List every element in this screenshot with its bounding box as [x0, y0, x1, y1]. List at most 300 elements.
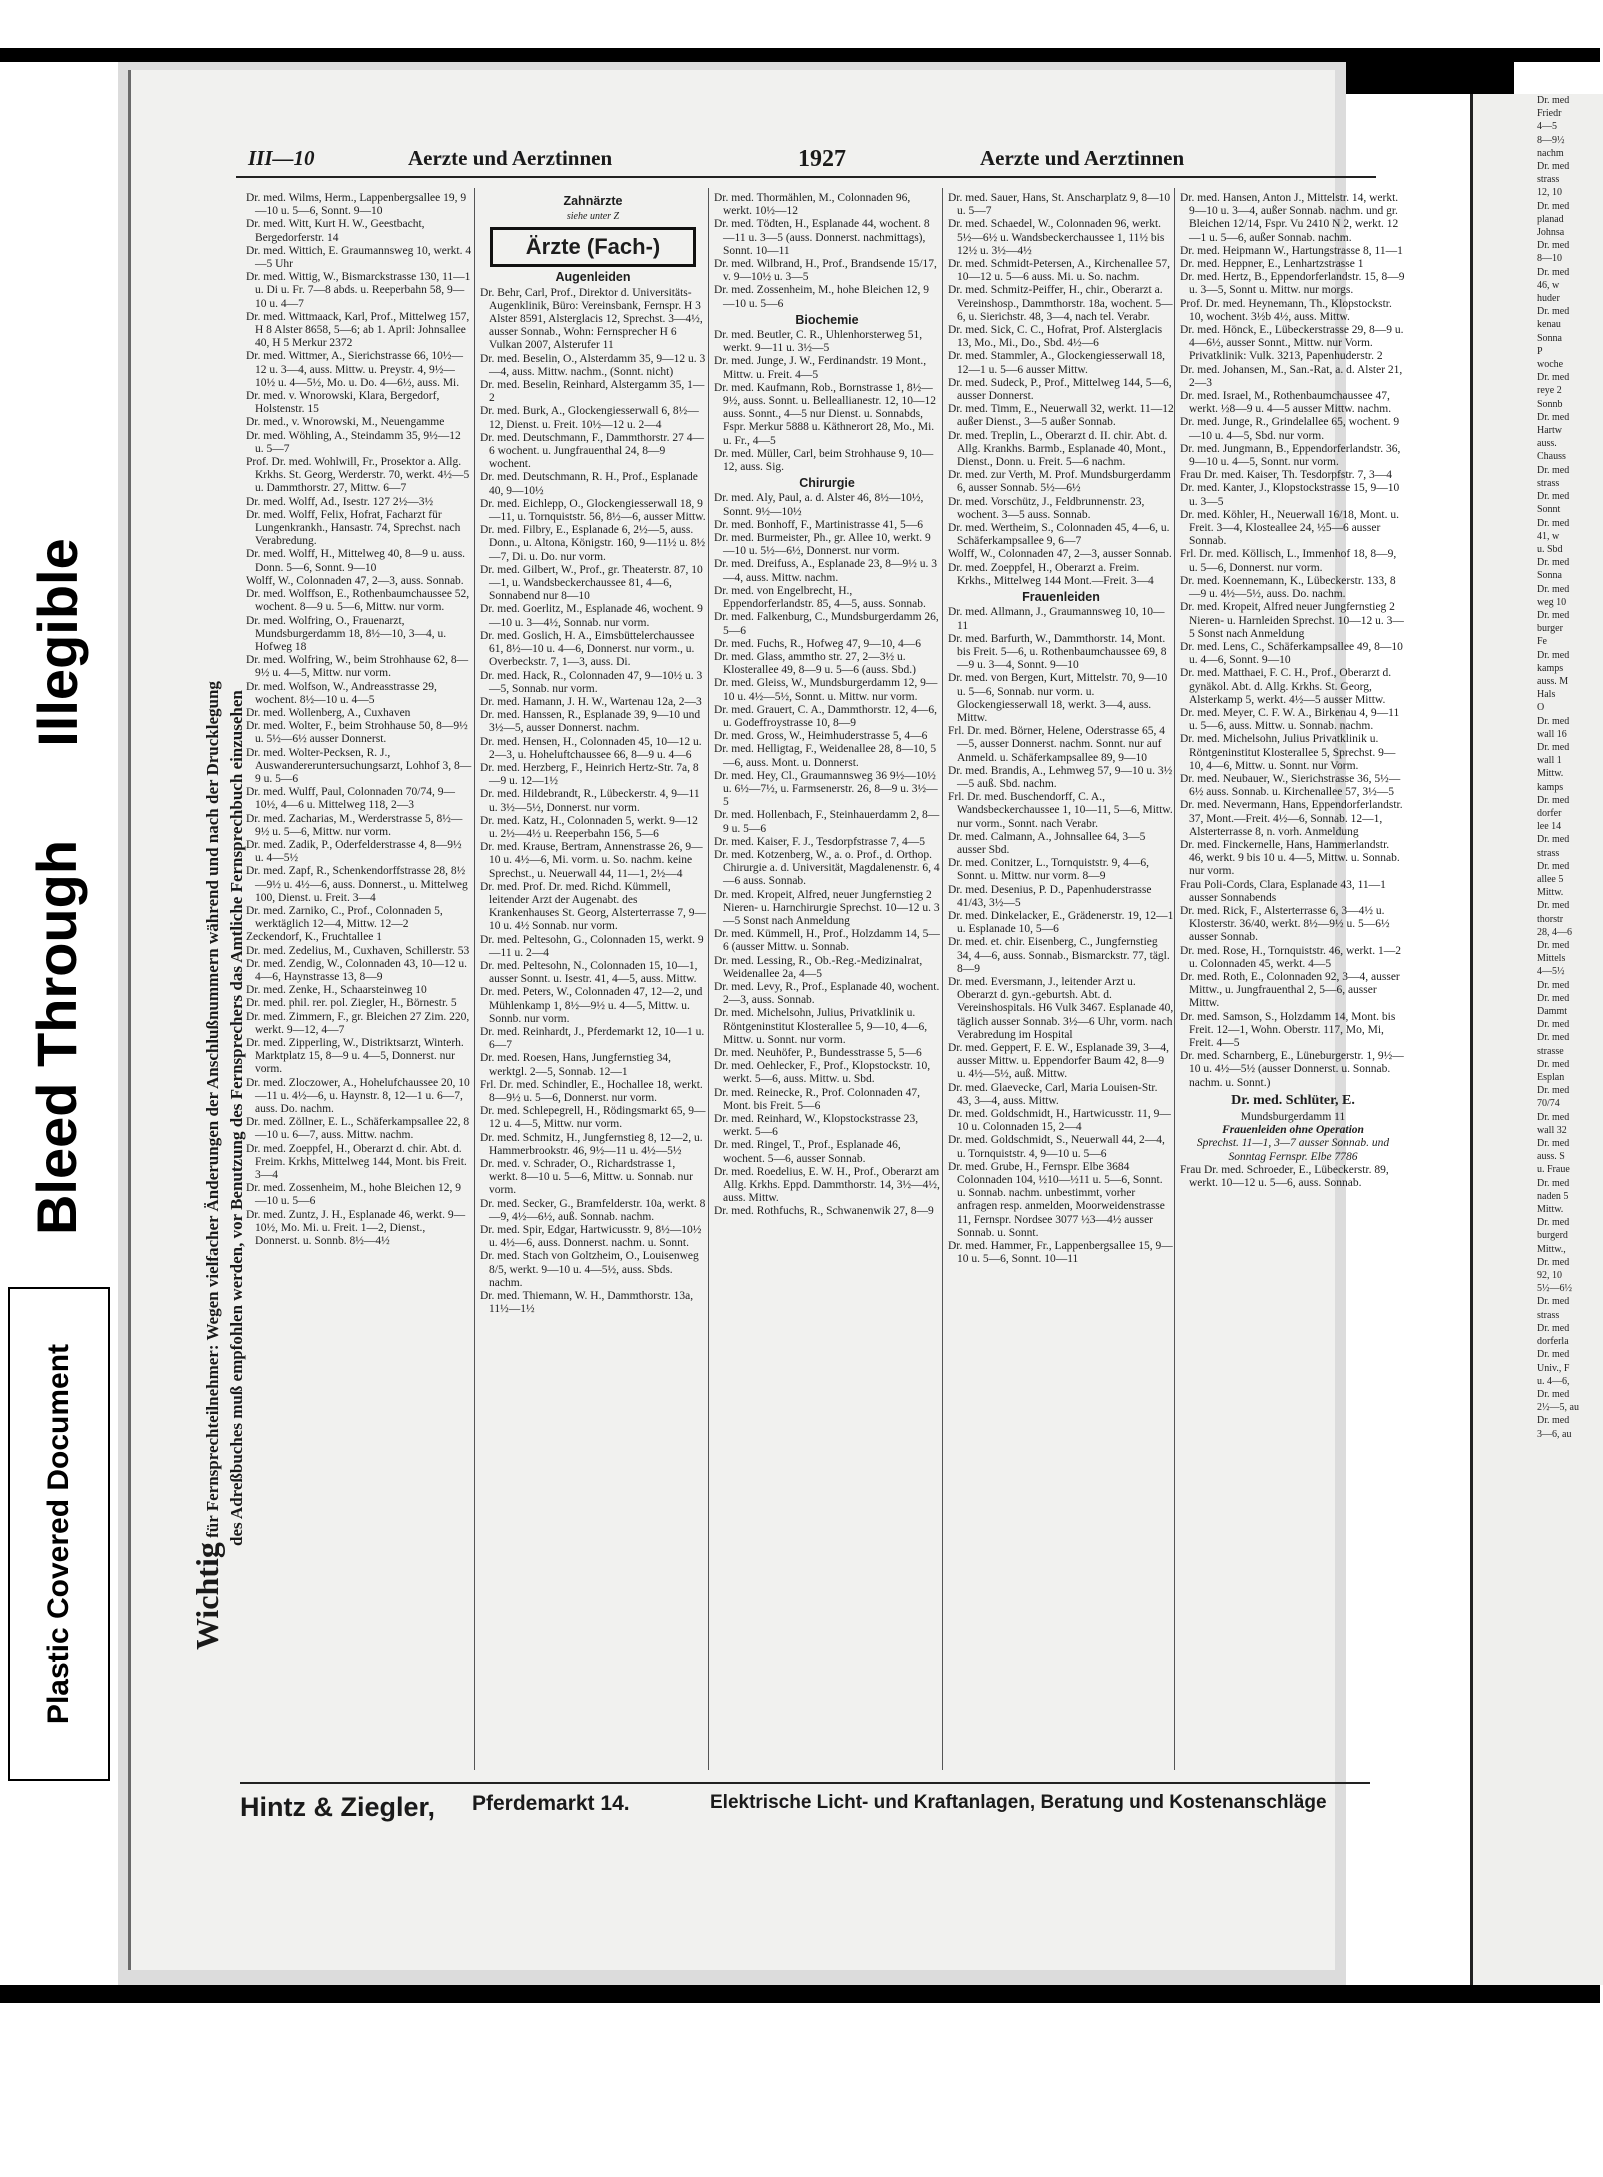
- fragment-line: Dr. med: [1537, 715, 1570, 727]
- directory-entry: Dr. med. Desenius, P. D., Papenhuderstrasse 41/43, 3½—5: [948, 883, 1152, 909]
- footer-firm-name: Hintz & Ziegler,: [240, 1792, 436, 1822]
- directory-entry: Frl. Dr. med. Schindler, E., Hochallee 18, werkt. 8—9½ u. 5—6, Donnerst. nur vorm.: [480, 1078, 703, 1104]
- directory-entry: Dr. med. Hönck, E., Lübeckerstrasse 29, 8—9 u. 4—6½, ausser Sonnt., Mittw. nur Vorm. Privatklinik: Vulk. 3213, Papenhuderstr. 2: [1180, 324, 1404, 363]
- fragment-line: Dr. med: [1537, 200, 1570, 212]
- directory-entry: Dr. med. Secker, G., Bramfelderstr. 10a, werkt. 8—9, 4½—6½, auß. Sonnab. nachm.: [480, 1197, 706, 1223]
- directory-entry: Dr. med. Sick, C. C., Hofrat, Prof. Alsterglacis 13, Mo., Mi., Do., Sbd. 4½—6: [948, 324, 1163, 350]
- entry-list: [714, 329, 940, 474]
- directory-entry: Dr. med. Zossenheim, M., hohe Bleichen 12, 9—10 u. 5—6: [246, 1182, 461, 1208]
- directory-entry: Dr. med. Zedelius, M., Cuxhaven, Schillerstr. 53: [246, 944, 470, 957]
- fragment-line: auss.: [1537, 438, 1557, 450]
- directory-entry: Dr. med. Lessing, R., Ob.-Reg.-Medizinalrat, Weidenallee 2a, 4—5: [714, 954, 923, 980]
- fragment-line: Dr. med: [1537, 1019, 1570, 1031]
- fragment-line: strass: [1537, 477, 1560, 489]
- column-2: [480, 192, 706, 1770]
- directory-entry: Dr. med. Wolfring, W., beim Strohhause 62, 8—9½ u. 4—5, Mittw. nur vorm.: [246, 654, 469, 680]
- fragment-line: wall 32: [1537, 1124, 1567, 1136]
- directory-entry: Wolff, W., Colonnaden 47, 2—3, ausser Sonnab.: [948, 548, 1172, 561]
- directory-entry: Dr. med. Zapf, R., Schenkendorffstrasse 28, 8½—9½ u. 4½—6, auss. Donnerst., u. Mittelweg 100, Dienst. u. Freit. 3—4: [246, 865, 468, 904]
- fragment-line: 4—5: [1537, 121, 1557, 133]
- fragment-line: Mittw.: [1537, 1204, 1564, 1216]
- header-year: 1927: [798, 146, 846, 172]
- directory-entry: Dr. med. Wittig, W., Bismarckstrasse 130, 11—1 u. Di u. Fr. 7—8 abds. u. Reeperbahn 58, 9—10 u. 4—7: [246, 271, 471, 310]
- fragment-line: Fe: [1537, 636, 1547, 648]
- fragment-line: Dr. med: [1537, 1058, 1570, 1070]
- fragment-line: Sonnt: [1537, 504, 1561, 516]
- fragment-line: Sonna: [1537, 332, 1562, 344]
- directory-entry: Dr. med. Wilbrand, H., Prof., Brandsende 15/17, v. 9—10½ u. 3—5: [714, 258, 937, 284]
- directory-entry: Dr. med. Thormählen, M., Colonnaden 96, werkt. 10½—12: [714, 192, 911, 218]
- directory-entry: Frau Dr. med. Schroeder, E., Lübeckerstr. 89, werkt. 10—12 u. 5—6, auss. Sonnab.: [1180, 1163, 1389, 1190]
- fragment-line: Dr. med: [1537, 266, 1570, 278]
- fragment-line: 92, 10: [1537, 1270, 1562, 1282]
- fragment-line: 3—6, au: [1537, 1428, 1572, 1440]
- directory-entry: Dr. med. Hammer, Fr., Lappenbergsallee 15, 9—10 u. 5—6, Sonnt. 10—11: [948, 1240, 1173, 1266]
- directory-entry: Dr. med. Beselin, Reinhard, Alstergamm 35, 1—2: [480, 379, 705, 405]
- fragment-line: Hals: [1537, 689, 1556, 701]
- directory-entry: Frau Dr. med. Kaiser, Th. Tesdorpfstr. 7, 3—4: [1180, 469, 1392, 482]
- directory-entry: Dr. med. Müller, Carl, beim Strohhause 9, 10—12, auss. Sig.: [714, 447, 934, 474]
- directory-entry: Dr. med. Samson, S., Holzdamm 14, Mont. bis Freit. 12—1, Wohn. Oberstr. 117, Mo, Mi, Freit. 4—5: [1180, 1010, 1396, 1049]
- fragment-line: Dr. med: [1537, 1138, 1570, 1150]
- fragment-line: Sonna: [1537, 570, 1562, 582]
- directory-entry: Dr. med. Eversmann, J., leitender Arzt u. Oberarzt d. gyn.-geburtsh. Abt. d. Vereinshospitals. H6 Vulk 3467. Esplanade 40, täglich ausser Sonnab. 3½—6 Uhr, vorm. nach Verabredung im Hospital: [948, 975, 1174, 1041]
- directory-entry: Dr. med. Gross, W., Heimhuderstrasse 5, 4—6: [714, 730, 928, 743]
- fragment-line: 2½—5, au: [1537, 1402, 1579, 1414]
- directory-entry: Dr. med. Junge, R., Grindelallee 65, wochent. 9—10 u. 4—5, Sbd. nur vorm.: [1180, 416, 1400, 442]
- fragment-line: Dr. med: [1537, 992, 1570, 1004]
- directory-entry: Dr. med. Burk, A., Glockengiesserwall 6, 8½—12, Dienst. u. Freit. 10½—12 u. 2—4: [480, 405, 699, 431]
- directory-entry: Dr. med. Wolff, Felix, Hofrat, Facharzt für Lungenkrankh., Hansastr. 74, Sprechst. nach Verabredung.: [246, 508, 461, 548]
- featured-doctor-address: Mundsburgerdamm 11: [1240, 1111, 1346, 1124]
- directory-entry: Dr. med. Rose, H., Tornquiststr. 46, werkt. 1—2 u. Colonnaden 45, werkt. 4—5: [1180, 944, 1401, 970]
- directory-entry: Dr. med. Peters, W., Colonnaden 47, 12—2, und Mühlenkamp 1, 8½—9½ u. 4—5, Mittw. u. Sonnb. nur vorm.: [480, 986, 703, 1025]
- directory-entry: Dr. med. Deutschmann, R. H., Prof., Esplanade 40, 9—10½: [480, 471, 698, 497]
- directory-entry: Dr. med. Rothfuchs, R., Schwanenwik 27, 8—9: [714, 1205, 934, 1218]
- directory-entry: Dr. med. Grube, H., Fernspr. Elbe 3684 Colonnaden 104, ½10—½11 u. 5—6, Sonnt. u. Sonnab. nachm. unbestimmt, vorher anfragen resp. anmelden, Moorweidenstrasse 11, Fernspr. Nordsee 3077 ½3—4½ ausser Sonnab. u. Sonnt.: [948, 1160, 1165, 1239]
- fragment-line: auss. S: [1537, 1151, 1565, 1163]
- fragment-line: 46, w: [1537, 279, 1560, 291]
- directory-entry: Dr. med. Goldschmidt, S., Neuerwall 44, 2—4, u. Tornquiststr. 4, 9—10 u. 5—6: [948, 1134, 1165, 1160]
- directory-entry: Dr. med. Timm, E., Neuerwall 32, werkt. 11—12 außer Dienst., 3—5 außer Sonnab.: [948, 403, 1174, 429]
- directory-entry: Dr. med. Grauert, C. A., Dammthorstr. 12, 4—6, u. Godeffroystrasse 10, 8—9: [714, 703, 937, 729]
- directory-entry: Dr. med. Hildebrandt, R., Lübeckerstr. 4, 9—11 u. 3½—5½, Donnerst. nur vorm.: [480, 788, 700, 814]
- entry-list: [714, 192, 940, 311]
- directory-entry: Dr. med. Sudeck, P., Prof., Mittelweg 144, 5—6, ausser Donnerst.: [948, 376, 1172, 403]
- directory-entry: Dr. med. Junge, J. W., Ferdinandstr. 19 Mont., Mittw. u. Freit. 4—5: [714, 355, 927, 381]
- directory-entry: Dr. med. Prof. Dr. med. Richd. Kümmell, leitender Arzt der Augenabt. des Krankenhauses St. Georg, Alsterterrasse 7, 9—10 u. 4½ Sonnab. nur vorm.: [480, 880, 706, 933]
- fragment-line: woche: [1537, 359, 1564, 371]
- illegible-label-text: Illegible: [25, 537, 89, 747]
- directory-entry: Dr. med. Spir, Edgar, Hartwicusstr. 9, 8½—10½ u. 4½—6, auss. Donnerst. nachm. u. Sonnt.: [480, 1224, 702, 1250]
- fragment-line: Dr. med: [1537, 1296, 1570, 1308]
- directory-entry: Dr. med. Matthaei, F. C. H., Prof., Oberarzt d. gynäkol. Abt. d. Allg. Krkhs. St. Georg, Alsterkamp 5, werkt. 4½—5 ausser Mittw.: [1180, 667, 1392, 706]
- directory-entry: Dr. med. Wertheim, S., Colonnaden 45, 4—6, u. Schäferkampsallee 9, 6—7: [948, 522, 1170, 548]
- featured-doctor-hours: Sprechst. 11—1, 3—7 ausser Sonnab. und Sonntag Fernspr. Elbe 7786: [1196, 1137, 1390, 1163]
- directory-entry: Dr. med. Hertz, B., Eppendorferlandstr. 15, 8—9 u. 3—5, Sonnt u. Mittw. nur morgs.: [1180, 271, 1405, 297]
- directory-entry: Dr. med. Stach von Goltzheim, O., Louisenweg 8/5, werkt. 9—10 u. 4—5½, auss. Sbds. nachm.: [480, 1250, 699, 1289]
- directory-entry: Wolff, W., Colonnaden 47, 2—3, auss. Sonnab.: [246, 574, 464, 587]
- directory-entry: Dr. med. Schmidt-Petersen, A., Kirchenallee 57, 10—12 u. 5—6 auss. Mi. u. So. nachm.: [948, 258, 1170, 284]
- fragment-line: dorferla: [1537, 1336, 1569, 1348]
- directory-entry: Dr. med. von Bergen, Kurt, Mittelstr. 70, 9—10 u. 5—6, Sonnab. nur vorm. u. Glockengiesserwall 18, werkt. 3—4, auss. Mittw.: [948, 672, 1168, 724]
- fragment-line: Dr. med: [1537, 1085, 1570, 1097]
- directory-entry: Dr. med. Meyer, C. F. W. A., Birkenau 4, 9—11 u. 5—6, auss. Mittw. u. Sonnab. nachm.: [1180, 706, 1400, 733]
- fragment-line: Dr. med: [1537, 240, 1570, 252]
- directory-entry: Dr. med. Stammler, A., Glockengiesserwall 18, 12—1 u. 5—6 ausser Mittw.: [948, 350, 1166, 376]
- directory-entry: Frl. Dr. med. Buschendorff, C. A., Wandsbeckerchaussee 1, 10—11, 5—6, Mittw. nur vorm., Sonnt. nach Verabr.: [948, 791, 1173, 830]
- fragment-line: allee 5: [1537, 873, 1564, 885]
- notice-line-2: des Adreßbuches muß empfohlen werden, vor Benutzung des Fernsprechers das Amtliche Fernsprechbuch einzusehen: [227, 690, 246, 1546]
- directory-entry: Dr. med. Wolter-Pecksen, R. J., Auswandereruntersuchungsarzt, Lohhof 3, 8—9 u. 5—6: [246, 746, 472, 785]
- fragment-line: wall 1: [1537, 755, 1562, 767]
- fragment-line: 12, 10: [1537, 187, 1562, 199]
- directory-entry: Dr. med. Zadik, P., Oderfelderstrasse 4, 8—9½ u. 4—5½: [246, 838, 462, 865]
- fragment-line: u. Fraue: [1537, 1164, 1570, 1176]
- directory-entry: Dr. med. Zipperling, W., Distriktsarzt, Winterh. Marktplatz 15, 8—9 u. 4—5, Donnerst. nur vorm.: [246, 1037, 464, 1076]
- fragment-line: burgerd: [1537, 1230, 1568, 1242]
- directory-entry: Dr. med. Michelsohn, Julius, Privatklinik u. Röntgeninstitut Klosterallee 5, 9—10, 4—6, Mittw. u. Sonnt. nur vorm.: [714, 1007, 928, 1046]
- directory-entry: Dr. med. Israel, M., Rothenbaumchaussee 47, werkt. ½8—9 u. 4—5 ausser Mittw. nachm.: [1180, 390, 1392, 416]
- fragment-line: Dr. med: [1537, 979, 1570, 991]
- fragment-line: Dr. med: [1537, 306, 1570, 318]
- directory-entry: Dr. med. Geppert, F. E. W., Esplanade 39, 3—4, ausser Mittw. u. Eppendorfer Baum 42, 8—9 u. 4½—5½, auß. Mittw.: [948, 1042, 1170, 1081]
- fragment-line: kenau: [1537, 319, 1561, 331]
- replaced-document-label: [0, 1287, 10, 1777]
- directory-entry: Dr. med. Koennemann, K., Lübeckerstr. 133, 8—9 u. 4½—5½, auss. Do. nachm.: [1180, 574, 1396, 601]
- directory-entry: Dr. med. Hamann, J. H. W., Wartenau 12a, 2—3: [480, 695, 702, 708]
- directory-entry: Prof. Dr. med. Wohlwill, Fr., Prosektor a. Allg. Krkhs. St. Georg, Werderstr. 70, werkt. 4½—5 u. Dammthorstr. 27, Mittw. 6—7: [246, 456, 470, 495]
- fragment-line: Dr. med: [1537, 411, 1570, 423]
- fragment-line: wall 16: [1537, 728, 1567, 740]
- directory-entry: Dr. med. Deutschmann, F., Dammthorstr. 27 4—6 wochent. u. Jungfrauenthal 24, 8—9 wochent.: [480, 431, 704, 471]
- directory-entry: Dr. med. Schmitz, H., Jungfernstieg 8, 12—2, u. Hammerbrookstr. 46, 9½—11 u. 4½—5½: [480, 1131, 703, 1157]
- directory-entry: Dr. med. Gilbert, W., Prof., gr. Theaterstr. 87, 10—1, u. Wandsbeckerchaussee 81, 4—6, Sonnabend nur 8—10: [480, 563, 703, 603]
- directory-entry: Dr. med. Heipmann W., Hartungstrasse 8, 11—1: [1180, 244, 1403, 257]
- column-divider: [708, 188, 709, 1770]
- directory-entry: Dr. med. Wolff, H., Mittelweg 40, 8—9 u. auss. Donn. 5—6, Sonnt. 9—10: [246, 548, 466, 574]
- directory-entry: Dr. med. Peltesohn, G., Colonnaden 15, werkt. 9—11 u. 2—4: [480, 933, 704, 959]
- directory-entry: Dr. med. Kropeit, Alfred neuer Jungfernstieg 2 Nieren- u. Harnleiden Sprechst. 10—12 u. 3—5 Sonst nach Anmeldung: [1180, 601, 1404, 640]
- fragment-line: Dr. med: [1537, 1256, 1570, 1268]
- directory-entry: Dr. med. Goslich, H. A., Eimsbüttelerchaussee 61, 8½—10 u. 4—6, Donnerst. nur vorm., u. Overbeckstr. 7, 1—3, auss. Di.: [480, 629, 695, 669]
- footer-address: Pferdemarkt 14.: [472, 1792, 630, 1815]
- directory-entry: Dr. med. Allmann, J., Graumannsweg 10, 10—11: [948, 606, 1165, 632]
- plastic-covered-label-text: Plastic Covered Document: [42, 1343, 75, 1725]
- directory-entry: Dr. med. Neubauer, W., Sierichstrasse 36, 5½—6½ auss. Sonnab. u. Kirchenallee 57, 3½—5: [1180, 772, 1401, 799]
- directory-entry: Dr. med. Kaiser, F. J., Tesdorpfstrasse 7, 4—5: [714, 835, 925, 848]
- fragment-line: Dr. med: [1537, 940, 1570, 951]
- adjacent-page-fragment: [1470, 94, 1603, 1985]
- fragment-line: Mittw.: [1537, 768, 1564, 780]
- directory-entry: Dr. med. Wolfring, O., Frauenarzt, Mundsburgerdamm 18, 8½—10, 3—4, u. Hofweg 18: [246, 614, 447, 653]
- directory-entry: Dr. med. Falkenburg, C., Mundsburgerdamm 26, 5—6: [714, 611, 939, 637]
- directory-entry: Dr. med. phil. rer. pol. Ziegler, H., Börnestr. 5: [246, 997, 457, 1010]
- directory-entry: Dr. med. Kotzenberg, W., a. o. Prof., d. Orthop. Chirurgie a. d. Universität, Magdalenenstr. 6, 4—6 auss. Sonnab.: [714, 848, 940, 888]
- directory-entry: Dr. med. Wilms, Herm., Lappenbergsallee 19, 9—10 u. 5—6, Sonnt. 9—10: [246, 192, 467, 218]
- fragment-line: thorstr: [1537, 913, 1564, 925]
- directory-entry: Dr. med. Wolfson, W., Andreasstrasse 29, wochent. 8½—10 u. 4—5: [246, 680, 437, 706]
- fragment-line: kamps: [1537, 781, 1564, 793]
- notice-line-1: für Fernsprechteilnehmer: Wegen vielfacher Änderungen der Anschlußnummern während und nach der Drucklegung: [203, 681, 222, 1538]
- directory-entry: Dr. med. Beutler, C. R., Uhlenhorsterweg 51, werkt. 9—11 u. 3½—5: [714, 329, 923, 355]
- fragment-line: weg 10: [1537, 596, 1567, 608]
- directory-entry: Dr. med. Zendig, W., Colonnaden 43, 10—12 u. 4—6, Haynstrasse 13, 8—9: [246, 957, 468, 983]
- directory-entry: Dr. med. Schaedel, W., Colonnaden 96, werkt. 5½—6½ u. Wandsbeckerchaussee 1, 11½ bis 12½ u. 3½—4½: [948, 218, 1165, 257]
- fragment-line: 8—9½: [1537, 134, 1565, 146]
- fragment-line: nachm: [1537, 147, 1564, 159]
- directory-entry: Dr. med. Gleiss, W., Mundsburgerdamm 12, 9—10 u. 4½—5½, Sonnt. u. Mittw. nur vorm.: [714, 677, 938, 703]
- entry-list: [948, 606, 1174, 1266]
- directory-entry: Dr. med. Zoeppfel, H., Oberarzt d. chir. Abt. d. Freim. Krkhs, Mittelweg 144, Mont. bis Freit. 3—4: [246, 1142, 467, 1182]
- directory-entry: Dr. Behr, Carl, Prof., Direktor d. Universitäts-Augenklinik, Büro: Vereinsbank, Fernspr. H 3 Alster 8591, Alsterglacis 12, Sprechst. 3—4½, ausser Sonnab., Wohn: Fernsprecher H 6 Vulkan 2007, Alsterufer 11: [480, 286, 703, 352]
- header-title-left: Aerzte und Aerztinnen: [408, 146, 613, 170]
- fragment-line: Dr. med: [1537, 1415, 1570, 1427]
- directory-entry: Dr. med. v. Schrader, O., Richardstrasse 1, werkt. 8—10 u. 5—6, Mittw. u. Sonnab. nur vorm.: [480, 1158, 694, 1197]
- fach-title-box: Ärzte (Fach-): [490, 227, 696, 267]
- fragment-line: Dr. med: [1537, 372, 1570, 384]
- fragment-line: P: [1537, 345, 1543, 357]
- fragment-line: naden 5: [1537, 1190, 1569, 1202]
- directory-entry: Dr. med. Wolter, F., beim Strohhause 50, 8—9½ u. 5½—6½ ausser Donnerst.: [246, 720, 468, 746]
- section-heading-zahnaerzte: Zahnärzte: [563, 194, 623, 208]
- fragment-line: Dr. med: [1537, 1032, 1570, 1044]
- directory-entry: Dr. med. Barfurth, W., Dammthorstr. 14, Mont. bis Freit. 5—6, u. Rothenbaumchaussee 69, 8—9 u. 3—4, Sonnt. 9—10: [948, 632, 1167, 672]
- directory-entry: Dr. med. Fuchs, R., Hofweg 47, 9—10, 4—6: [714, 637, 921, 650]
- directory-entry: Dr. med. Calmann, A., Johnsallee 64, 3—5 ausser Sbd.: [948, 830, 1146, 856]
- fragment-line: Dr. med: [1537, 649, 1570, 661]
- directory-entry: Dr. med. Hanssen, R., Esplanade 39, 9—10 und 3½—5, ausser Donnerst. nachm.: [480, 709, 701, 735]
- directory-entry: Dr. med. Glass, ammtho str. 27, 2—3½ u. Klosterallee 49, 8—9 u. 5—6 (auss. Sbd.): [714, 650, 916, 677]
- fragment-line: auss. M: [1537, 675, 1569, 687]
- column-3: [714, 192, 940, 1770]
- directory-entry: Dr. med. Conitzer, L., Tornquiststr. 9, 4—6, Sonnt. u. Mittw. nur vorm. 8—9: [948, 857, 1150, 883]
- directory-entry: Dr. med. Neuhöfer, P., Bundesstrasse 5, 5—6: [714, 1047, 922, 1059]
- directory-entry: Dr. med. Dinkelacker, E., Grädenerstr. 19, 12—1 u. Esplanade 10, 5—6: [948, 909, 1174, 936]
- directory-entry: Frl. Dr. med. Börner, Helene, Oderstrasse 65, 4—5, ausser Donnerst. nachm. Sonnt. nur auf Anmeld. u. Schäferkampsallee 89, 9—10: [948, 725, 1166, 764]
- header-rule: [236, 176, 1376, 178]
- fragment-line: Dr. med: [1537, 741, 1570, 753]
- entry-list: [714, 492, 940, 1218]
- directory-entry: Dr. med. Wolff, Ad., Isestr. 127 2½—3½: [246, 495, 434, 508]
- fragment-line: Dr. med: [1537, 1217, 1570, 1229]
- directory-entry: Dr. med. Zimmern, F., gr. Bleichen 27 Zim. 220, werkt. 9—12, 4—7: [246, 1010, 470, 1036]
- fragment-line: Mittw.: [1537, 887, 1564, 899]
- directory-entry: Dr. med. Reinhardt, J., Pferdemarkt 12, 10—1 u. 6—7: [480, 1025, 705, 1052]
- directory-entry: Dr. med. Nevermann, Hans, Eppendorferlandstr. 37, Mont.—Freit. 4½—6, Sonnab. 12—1, Alsterterrasse 8, n. vorh. Anmeldung: [1180, 799, 1403, 838]
- directory-entry: Dr. med. Katz, H., Colonnaden 5, werkt. 9—12 u. 2½—4½ u. Reeperbahn 156, 5—6: [480, 814, 698, 840]
- fragment-line: Dr. med: [1537, 557, 1570, 569]
- fragment-line: dorfer: [1537, 807, 1562, 819]
- column-4: [948, 192, 1174, 1770]
- directory-entry: Dr. med. Glaevecke, Carl, Maria Louisen-Str. 43, 3—4, auss. Mittw.: [948, 1081, 1158, 1107]
- directory-entry: Dr. med. Wittmer, A., Sierichstrasse 66, 10½—12 u. 3—4, auss. Mittw. u. Preystr. 4, 9½—10½ u. 4—5½, Mo. u. Do. 4—6½, auss. Mi.: [246, 350, 464, 389]
- directory-entry: Dr. med. Brandis, A., Lehmweg 57, 9—10 u. 3½—5 auß. Sbd. nachm.: [948, 764, 1173, 790]
- directory-entry: Dr. med. Thiemann, W. H., Dammthorstr. 13a, 11½—1½: [480, 1290, 694, 1316]
- entry-list: [948, 192, 1174, 588]
- entry-list: [1180, 1164, 1406, 1190]
- directory-entry: Dr. med. Roth, E., Colonnaden 92, 3—4, ausser Mittw., u. Jungfrauenthal 2, 5—6, ausser Mittw.: [1180, 970, 1400, 1010]
- fragment-line: 5½—6½: [1537, 1283, 1572, 1295]
- directory-entry: Dr. med. Tödten, H., Esplanade 44, wochent. 8—11 u. 3—5 (auss. Donnerst. nachmittags), Sonnt. 10—11: [714, 218, 930, 257]
- fragment-line: lee 14: [1537, 821, 1562, 833]
- fragment-line: 4—5½: [1537, 966, 1565, 978]
- directory-entry: Dr. med. Hollenbach, F., Steinhauerdamm 2, 8—9 u. 5—6: [714, 809, 940, 835]
- scan-border-tab: [1342, 48, 1514, 94]
- fragment-line: Esplan: [1537, 1072, 1565, 1084]
- fragment-line: Hartw: [1537, 425, 1562, 437]
- directory-entry: Dr. med. Michelsohn, Julius Privatklinik u. Röntgeninstitut Klosterallee 5, Sprechst. 9—10, 4—6, Mittw. u. Sonnt. nur Vorm.: [1180, 733, 1396, 772]
- fragment-line: O: [1537, 702, 1545, 714]
- directory-entry: Dr. med. Herzberg, F., Heinrich Hertz-Str. 7a, 8—9 u. 12—1½: [480, 761, 699, 788]
- directory-entry: Dr. med. Hey, Cl., Graumannsweg 36 9½—10½ u. 6½—7½, u. Farmsenerstr. 26, 8—9 u. 3½—5: [714, 769, 938, 809]
- section-heading-chirurgie: Chirurgie: [799, 476, 855, 491]
- directory-entry: Dr. med. Goldschmidt, H., Hartwicusstr. 11, 9—10 u. Colonnaden 15, 2—4: [948, 1108, 1171, 1134]
- fragment-line: Dr. med: [1537, 517, 1570, 529]
- bleed-through-label: [8, 797, 106, 1277]
- fragment-line: strass: [1537, 174, 1560, 186]
- directory-entry: Dr. med. Roedelius, E. W. H., Prof., Oberarzt am Allg. Krkhs. Eppd. Dammthorstr. 14, 3½—4½, auss. Mittw.: [714, 1165, 940, 1205]
- fragment-line: Dr. med: [1537, 609, 1570, 621]
- directory-entry: Dr. med. von Engelbrecht, H., Eppendorferlandstr. 85, 4—5, auss. Sonnab.: [714, 584, 926, 611]
- scan-label-strip: [0, 62, 114, 1985]
- fragment-line: Dr. med: [1537, 834, 1570, 846]
- directory-entry: Dr. med. Zacharias, M., Werderstrasse 5, 8½—9½ u. 5—6, Mittw. nur vorm.: [246, 812, 463, 838]
- directory-entry: Dr. med. Krause, Bertram, Annenstrasse 26, 9—10 u. 4½—6, Mi. vorm. u. So. nachm. keine Sprechst., u. Neuerwall 44, 11—1, 2½—4: [480, 841, 703, 880]
- footer-services: Elektrische Licht- und Kraftanlagen, Beratung und Kostenanschläge: [710, 1792, 1327, 1813]
- advertisement-footer: [240, 1782, 1370, 1824]
- fragment-line: Chauss: [1537, 451, 1566, 463]
- fragment-line: Dr. med: [1537, 491, 1570, 503]
- directory-entry: Dr. med. Zloczower, A., Hohelufchaussee 20, 10—11 u. 4½—6, u. Haynstr. 8, 12—1 u. 6—7, auss. Do. nachm.: [246, 1076, 470, 1116]
- directory-entry: Dr. med. Reinhard, W., Klopstockstrasse 23, werkt. 5—6: [714, 1113, 919, 1139]
- directory-entry: Dr. med. Aly, Paul, a. d. Alster 46, 8½—10½, Sonnt. 9½—10½: [714, 492, 924, 518]
- notice-word: Wichtig: [189, 1542, 225, 1650]
- directory-entry: Dr. med. Reinecke, R., Prof. Colonnaden 47, Mont. bis Freit. 5—6: [714, 1086, 921, 1112]
- fragment-line: 28, 4—6: [1537, 926, 1572, 938]
- directory-entry: Dr. med. Zarniko, C., Prof., Colonnaden 5, werktäglich 12—4, Mittw. 12—2: [246, 904, 443, 931]
- directory-entry: Dr. med. Hack, R., Colonnaden 47, 9—10½ u. 3—5, Sonnab. nur vorm.: [480, 669, 703, 695]
- fragment-line: Dr. med: [1537, 1388, 1570, 1400]
- bleed-through-label-text: Bleed Through: [25, 839, 89, 1235]
- fragment-line: Johnsa: [1537, 227, 1565, 239]
- directory-entry: Dr. med. Scharnberg, E., Lüneburgerstr. 1, 9½—10 u. 4½—5½ (ausser Donnerst. u. Sonnab. nachm. u. Sonnt.): [1180, 1050, 1404, 1089]
- directory-entry: Dr. med. Zöllner, E. L., Schäferkampsallee 22, 8—10 u. 6—7, auss. Mittw. nachm.: [246, 1116, 470, 1142]
- fragment-line: strasse: [1537, 1045, 1564, 1057]
- fragment-line: 70/74: [1537, 1098, 1560, 1110]
- directory-entry: Dr. med. Hansen, Anton J., Mittelstr. 14, werkt. 9—10 u. 3—4, außer Sonnab. nachm. und gr. Bleichen 12/14, Fspr. Vu 2410 N 2, werkt. 12—1 u. 5—6, außer Sonnab. nachm.: [1180, 192, 1399, 244]
- directory-entry: Dr. med. Beselin, O., Alsterdamm 35, 9—12 u. 3—4, auss. Mittw. nachm., (Sonnt. nicht): [480, 352, 706, 378]
- directory-entry: Frl. Dr. med. Köllisch, L., Immenhof 18, 8—9, u. 5—6, Donnerst. nur vorm.: [1180, 548, 1397, 574]
- directory-entry: Dr. med. Witt, Kurt H. W., Geestbacht, Bergedorferstr. 14: [246, 218, 425, 244]
- directory-entry: Dr. med. Filbry, E., Esplanade 6, 2½—5, auss. Donn., u. Altona, Königstr. 160, 9—11½ u. 8½—7, Di. u. Do. nur vorm.: [480, 524, 706, 563]
- directory-entry: Dr. med. Roesen, Hans, Jungfernstieg 34, werktgl. 2—5, Sonnab. 12—1: [480, 1052, 671, 1078]
- directory-entry: Dr. med. Vorschütz, J., Feldbrunnenstr. 23, wochent. 3—5 auss. Sonnab.: [948, 495, 1145, 521]
- fragment-line: Dammt: [1537, 1006, 1567, 1018]
- fragment-line: burger: [1537, 623, 1563, 635]
- header-title-right: Aerzte und Aerztinnen: [980, 146, 1185, 170]
- directory-entry: Dr. med. Wollenberg, A., Cuxhaven: [246, 706, 411, 719]
- fragment-line: Dr. med: [1537, 860, 1570, 872]
- directory-entry: Dr. med. Dreifuss, A., Esplanade 23, 8—9½ u. 3—4, auss. Mittw. nachm.: [714, 558, 937, 584]
- fragment-line: Dr. med: [1537, 1349, 1570, 1361]
- directory-entry: Zeckendorf, K., Fruchtallee 1: [246, 931, 383, 944]
- directory-entry: Dr. med. Levy, R., Prof., Esplanade 40, wochent. 2—3, auss. Sonnab.: [714, 980, 940, 1007]
- fragment-line: Dr. med: [1537, 161, 1570, 173]
- directory-entry: Dr. med. Lens, C., Schäferkampsallee 49, 8—10 u. 4—6, Sonnt. 9—10: [1180, 640, 1403, 667]
- directory-entry: Dr. med. Heppner, E., Lenhartzstrasse 1: [1180, 258, 1364, 271]
- directory-entry: Dr. med. Hensen, H., Colonnaden 45, 10—12 u. 2—3, u. Hoheluftchaussee 66, 8—9 u. 4—6: [480, 735, 702, 761]
- directory-entry: Dr. med. Kanter, J., Klopstockstrasse 15, 9—10 u. 3—5: [1180, 482, 1400, 508]
- plastic-covered-label: [8, 1287, 110, 1781]
- fragment-line: Dr. med: [1537, 1322, 1570, 1334]
- fragment-line: reye 2: [1537, 385, 1562, 397]
- fragment-line: Univ., F: [1537, 1362, 1570, 1374]
- fragment-line: Dr. med: [1537, 794, 1570, 806]
- section-heading-frauenleiden: Frauenleiden: [1022, 590, 1100, 605]
- directory-entry: Dr. med. Helligtag, F., Weidenallee 28, 8—10, 5—6, auss. Mont. u. Donnerst.: [714, 743, 937, 769]
- column-5: [1180, 192, 1406, 1770]
- section-note: siehe unter Z: [566, 211, 620, 223]
- illegible-label: [8, 492, 106, 792]
- directory-entry: Dr. med. zur Verth, M. Prof. Mundsburgerdamm 6, ausser Sonnab. 5½—6½: [948, 469, 1171, 495]
- entry-list: [1180, 192, 1406, 1090]
- fragment-line: Friedr: [1537, 108, 1562, 120]
- fragment-line: kamps: [1537, 662, 1564, 674]
- fragment-line: strass: [1537, 847, 1560, 859]
- directory-entry: Dr. med. Zossenheim, M., hohe Bleichen 12, 9—10 u. 5—6: [714, 284, 929, 310]
- fragment-line: Sonnb: [1537, 398, 1563, 410]
- directory-entry: Dr. med. Rick, F., Alsterterrasse 6, 3—4½ u. Klosterstr. 36/40, werkt. 8½—9½ u. 5—6½ ausser Sonnab.: [1180, 904, 1390, 944]
- section-heading-biochemie: Biochemie: [795, 312, 859, 327]
- directory-entry: Dr. med. et. chir. Eisenberg, C., Jungfernstieg 34, 4—6, auss. Sonnab., Bismarckstr. 77, tägl. 8—9: [948, 936, 1170, 975]
- directory-entry: Dr. med. Goerlitz, M., Esplanade 46, wochent. 9—10 u. 3—4½, Sonnab. nur vorm.: [480, 603, 703, 629]
- directory-entry: Dr. med. Oehlecker, F., Prof., Klopstockstr. 10, werkt. 5—6, auss. Mittw. u. Sbd.: [714, 1060, 931, 1086]
- directory-entry: Dr. med. Bonhoff, F., Martinistrasse 41, 5—6: [714, 518, 924, 531]
- scan-border-bottom: [0, 1985, 1600, 2003]
- directory-entry: Dr. med. Schmitz-Peiffer, H., chir., Oberarzt a. Vereinshosp., Dammthorstr. 18a, wochent. 5—6, u. Sierichstr. 48, 3—4, nach tel. Verabr.: [948, 284, 1173, 323]
- fragment-line: Mittw.,: [1537, 1243, 1566, 1255]
- directory-entry: Dr. med. Wittmaack, Karl, Prof., Mittelweg 157, H 8 Alster 8658, 5—6; ab 1. April: Johnsallee 40, H 5 Merkur 2372: [246, 310, 470, 350]
- column-divider: [474, 188, 475, 1770]
- directory-entry: Dr. med. Zenke, H., Schaarsteinweg 10: [246, 984, 427, 997]
- fragment-line: u. Sbd: [1537, 543, 1563, 555]
- directory-entry: Dr. med. Kümmell, H., Prof., Holzdamm 14, 5—6 (ausser Mittw. u. Sonnab.: [714, 928, 940, 954]
- fragment-line: Dr. med: [1537, 583, 1570, 595]
- fragment-line: 41, w: [1537, 530, 1560, 542]
- directory-entry: Dr. med. Jungmann, B., Eppendorferlandstr. 36, 9—10 u. 4—5, Sonnt. nur vorm.: [1180, 442, 1401, 469]
- directory-entry: Dr. med. Peltesohn, N., Colonnaden 15, 10—1, ausser Sonnt. u. Isestr. 41, 4—5, auss. Mittw.: [480, 959, 698, 986]
- fragment-line: Dr. med: [1537, 1111, 1570, 1123]
- directory-entry: Dr. med. Wöhling, A., Steindamm 35, 9½—12 u. 5—7: [246, 429, 461, 455]
- directory-entry: Dr. med. Kaufmann, Rob., Bornstrasse 1, 8½—9½, auss. Sonnt. u. Belleallianestr. 12, 10—12 auss. Sonnt., 4—5 nur Dienst. u. Sonnabds, Fspr. Merkur 5888 u. Käthnerort 28, Mo., Mi. u. Fr., 4—5: [714, 381, 937, 447]
- directory-entry: Dr. med. Johansen, M., San.-Rat, a. d. Alster 21, 2—3: [1180, 363, 1403, 389]
- directory-entry: Dr. med. Wittich, E. Graumannsweg 10, werkt. 4—5 Uhr: [246, 244, 472, 271]
- column-divider: [942, 188, 943, 1770]
- directory-entry: Dr. med. Burmeister, Ph., gr. Allee 10, werkt. 9—10 u. 5½—6½, Donnerst. nur vorm.: [714, 532, 931, 558]
- fragment-line: Mittels: [1537, 953, 1566, 965]
- directory-entry: Dr. med. Zuntz, J. H., Esplanade 46, werkt. 9—10½, Mo. Mi. u. Freit. 1—2, Dienst., Donnerst. u. Sonnb. 8½—4½: [246, 1208, 466, 1248]
- directory-entry: Prof. Dr. med. Heynemann, Th., Klopstockstr. 10, wochent. 3½b 4½, auss. Mittw.: [1180, 297, 1392, 323]
- fragment-line: huder: [1537, 293, 1560, 305]
- fragment-line: Dr. med: [1537, 464, 1570, 476]
- directory-entry: Dr. med. Treplin, L., Oberarzt d. II. chir. Abt. d. Allg. Krankhs. Barmb., Esplanade 40, Mont., Dienst., Donn. u. Freit. 5—6 nachm.: [948, 429, 1168, 469]
- directory-entry: Dr. med., v. Wnorowski, M., Neuengamme: [246, 416, 445, 429]
- directory-entry: Dr. med. Schlepegrell, H., Rödingsmarkt 65, 9—12 u. 4—5, Mittw. nur vorm.: [480, 1105, 706, 1131]
- directory-entry: Dr. med. Kropeit, Alfred, neuer Jungfernstieg 2 Nieren- u. Harnchirurgie Sprechst. 10—12 u. 3—5 Sonst nach Anmeldung: [714, 888, 940, 927]
- directory-entry: Dr. med. Zoeppfel, H., Oberarzt a. Freim. Krkhs., Mittelweg 144 Mont.—Freit. 3—4: [948, 561, 1154, 587]
- fragment-line: planad: [1537, 213, 1564, 225]
